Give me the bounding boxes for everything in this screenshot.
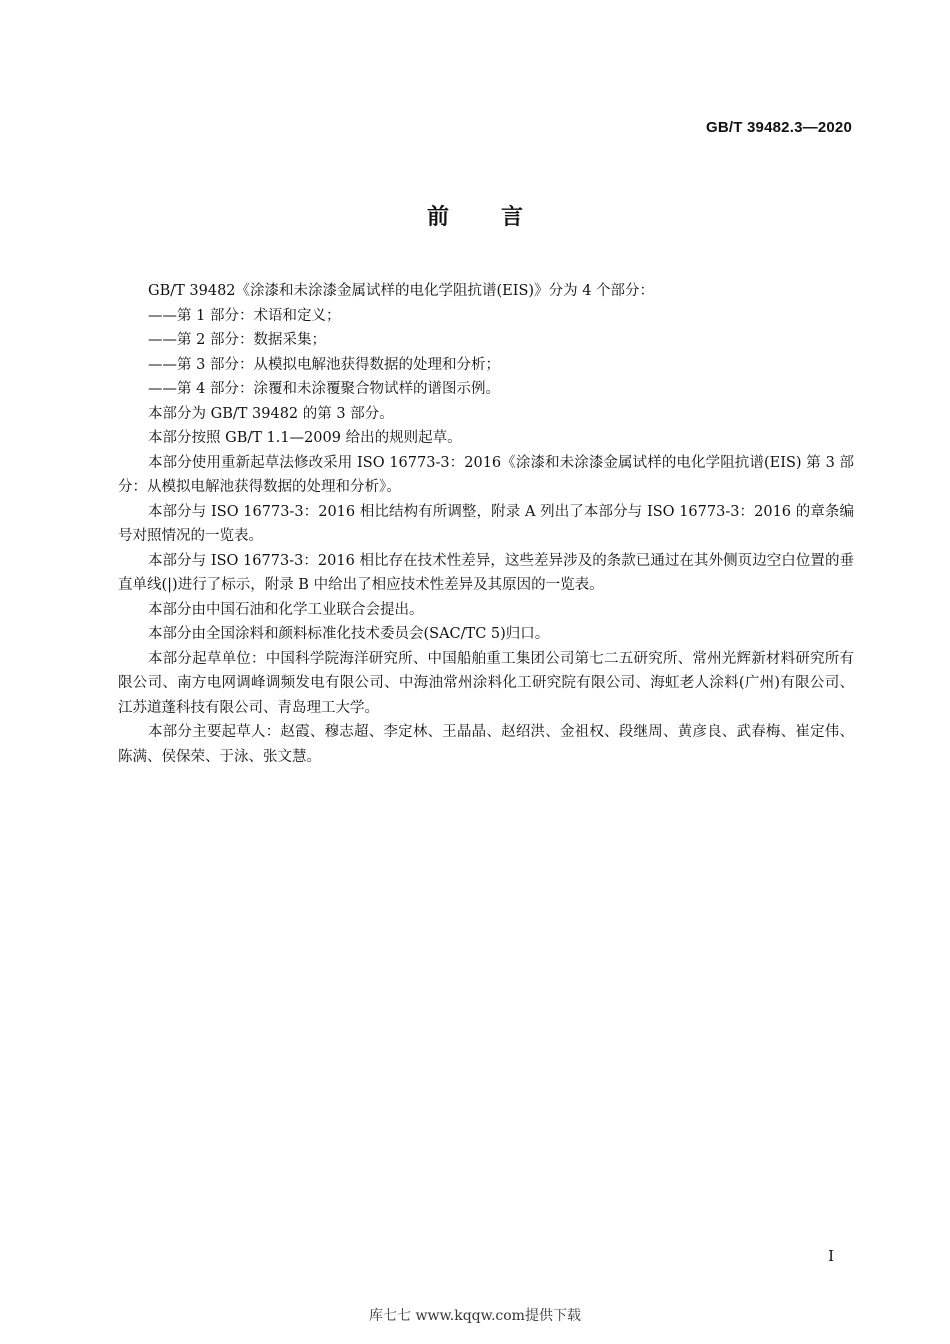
paragraph-drafting-units: 本部分起草单位：中国科学院海洋研究所、中国船舶重工集团公司第七二五研究所、常州光辉新材料研究所有限公司、南方电网调峰调频发电有限公司、中海油常州涂料化工研究院有限公司、海虹老人涂料(广州)有限公司、江苏道蓬科技有限公司、青岛理工大学。 xyxy=(118,650,854,716)
list-item-part2: ——第 2 部分：数据采集； xyxy=(148,332,326,348)
paragraph-structure: 本部分与 ISO 16773-3：2016 相比结构有所调整，附录 A 列出了本部分与 ISO 16773-3：2016 的章条编号对照情况的一览表。 xyxy=(118,503,854,544)
paragraph-proposer: 本部分由中国石油和化学工业联合会提出。 xyxy=(148,601,424,618)
paragraph-drafters: 本部分主要起草人：赵霞、穆志超、李定林、王晶晶、赵绍洪、金祖权、段继周、黄彦良、武春梅、崔定伟、陈满、侯保荣、于泳、张文慧。 xyxy=(118,724,854,765)
list-item-part4: ——第 4 部分：涂覆和未涂覆聚合物试样的谱图示例。 xyxy=(148,381,500,397)
paragraph-adoption: 本部分使用重新起草法修改采用 ISO 16773-3：2016《涂漆和未涂漆金属试样的电化学阻抗谱(EIS) 第 3 部分：从模拟电解池获得数据的处理和分析》。 xyxy=(118,454,854,495)
page-number: I xyxy=(828,1247,834,1265)
list-item-part3: ——第 3 部分：从模拟电解池获得数据的处理和分析； xyxy=(148,356,500,373)
paragraph-part-statement: 本部分为 GB/T 39482 的第 3 部分。 xyxy=(148,405,394,422)
footer-watermark: 库七七 www.kqqw.com提供下载 xyxy=(369,1308,581,1324)
paragraph-committee: 本部分由全国涂料和颜料标准化技术委员会(SAC/TC 5)归口。 xyxy=(148,626,550,642)
standard-number: GB/T 39482.3—2020 xyxy=(706,119,852,136)
page-title: 前言 xyxy=(426,205,575,230)
paragraph-drafting-rules: 本部分按照 GB/T 1.1—2009 给出的规则起草。 xyxy=(148,430,462,446)
paragraph-intro: GB/T 39482《涂漆和未涂漆金属试样的电化学阻抗谱(EIS)》分为 4 个部分： xyxy=(148,283,655,299)
paragraph-technical-differences: 本部分与 ISO 16773-3：2016 相比存在技术性差异，这些差异涉及的条款已通过在其外侧页边空白位置的垂直单线(|)进行了标示，附录 B 中给出了相应技术性差异及其原因的一览表。 xyxy=(118,552,854,593)
foreword-body xyxy=(118,279,854,769)
list-item-part1: ——第 1 部分：术语和定义； xyxy=(148,307,341,324)
